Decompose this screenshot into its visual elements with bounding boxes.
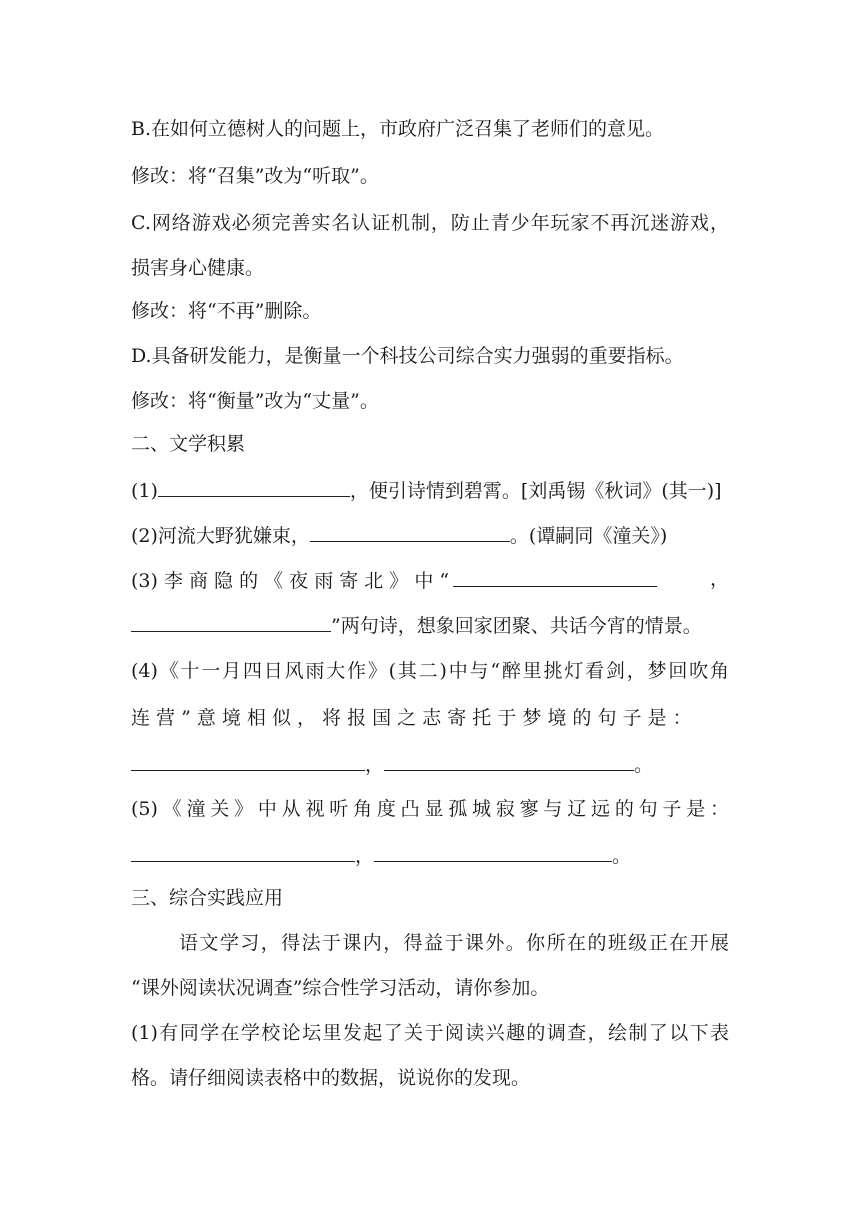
question-5-end: 。 [612, 845, 632, 867]
section-three-heading: 三、综合实践应用 [131, 887, 284, 909]
answer-blank-2[interactable] [310, 522, 510, 542]
answer-blank-5b[interactable] [374, 842, 612, 862]
answer-blank-3b[interactable] [131, 612, 331, 632]
option-d-sentence: D.具备研发能力，是衡量一个科技公司综合实力强弱的重要指标。 [131, 345, 684, 367]
question-2-text: (2)河流大野犹嫌束， [131, 525, 310, 547]
option-b-sentence: B.在如何立德树人的问题上，市政府广泛召集了老师们的意见。 [131, 118, 665, 140]
option-c-sentence-line1: C.网络游戏必须完善实名认证机制，防止青少年玩家不再沉迷游戏， [131, 212, 729, 234]
question-3-tail: ”两句诗，想象回家团聚、共话今宵的情景。 [331, 615, 702, 637]
answer-blank-3a[interactable] [453, 567, 657, 587]
question-3-text: (3) 李 商 隐 的 《 夜 雨 寄 北 》 中 “ [131, 570, 450, 592]
question-5-comma: ， [355, 845, 375, 867]
section-two-heading: 二、文学积累 [131, 433, 246, 455]
option-c-sentence-line2: 损害身心健康。 [131, 257, 265, 279]
answer-blank-1[interactable] [158, 477, 350, 497]
question-4-line1: (4)《十一月四日风雨大作》(其二)中与“醉里挑灯看剑，梦回吹角 [131, 660, 729, 682]
question-4-end: 。 [634, 754, 654, 776]
question-1-number: (1) [131, 480, 158, 502]
question-6-line2: 格。请仔细阅读表格中的数据，说说你的发现。 [131, 1067, 531, 1089]
question-5-line2 [131, 842, 729, 868]
question-5-line1: (5)《潼关》中从视听角度凸显孤城寂寥与辽远的句子是： [131, 798, 729, 820]
activity-intro-line1: 语文学习，得法于课内，得益于课外。你所在的班级正在开展 [179, 932, 729, 954]
question-3-line1 [131, 567, 729, 593]
question-2-source: 。(谭嗣同《潼关》) [509, 525, 668, 547]
question-1 [131, 477, 729, 503]
option-b-revision: 修改：将“召集”改为“听取”。 [131, 165, 379, 187]
question-1-text: ，便引诗情到碧霄。[刘禹锡《秋词》(其一)] [349, 480, 722, 502]
answer-blank-5a[interactable] [131, 842, 355, 862]
question-4-comma: ， [365, 754, 385, 776]
option-d-revision: 修改：将“衡量”改为“丈量”。 [131, 390, 379, 412]
option-c-revision: 修改：将“不再”删除。 [131, 300, 322, 322]
question-2 [131, 522, 729, 548]
question-4-line3 [131, 751, 729, 777]
answer-blank-4b[interactable] [384, 751, 634, 771]
question-3-comma: ， [709, 568, 729, 590]
activity-intro-line2: “课外阅读状况调查”综合性学习活动，请你参加。 [131, 977, 550, 999]
question-4-line2: 连 营 ” 意 境 相 似 ， 将 报 国 之 志 寄 托 于 梦 境 的 句 子 是 ： [131, 707, 692, 729]
question-6-line1: (1)有同学在学校论坛里发起了关于阅读兴趣的调查，绘制了以下表 [131, 1022, 729, 1044]
answer-blank-4a[interactable] [131, 751, 365, 771]
question-3-line2 [131, 612, 729, 638]
